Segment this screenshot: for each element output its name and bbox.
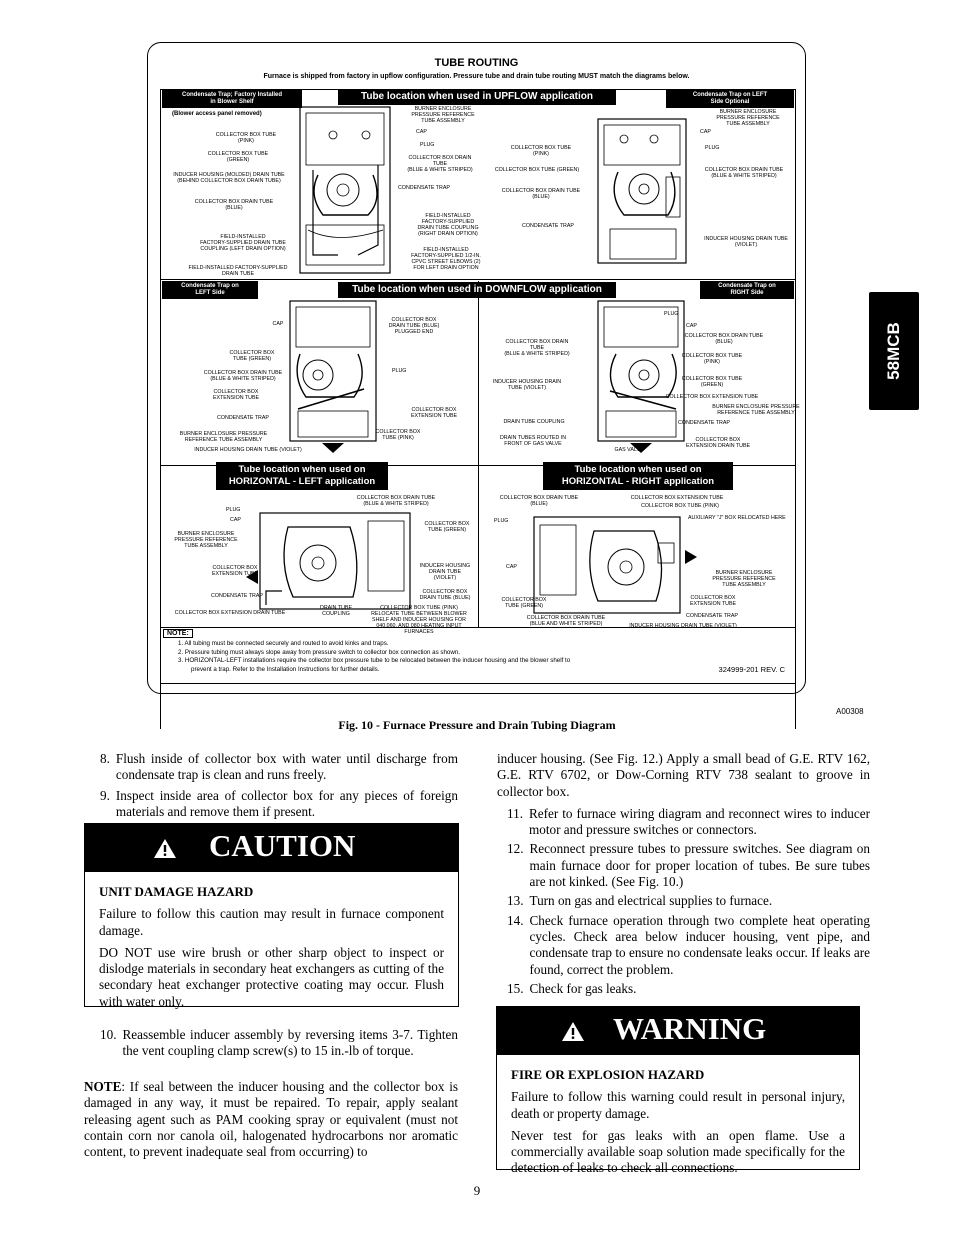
label: AUXILIARY "J" BOX RELOCATED HERE	[688, 515, 786, 521]
item-number: 12.	[507, 841, 524, 857]
label: CAP	[272, 321, 284, 327]
label: COLLECTOR BOX DRAIN TUBE (BLUE & WHITE STRIPED)	[407, 155, 473, 173]
label: INDUCER HOUSING DRAIN TUBE (VIOLET)	[704, 236, 788, 248]
label: COLLECTOR BOX TUBE (GREEN)	[494, 167, 580, 173]
item-number: 10.	[100, 1027, 117, 1042]
list-item	[497, 806, 870, 839]
item-text: Reassemble inducer assembly by reversing items 3-7. Tighten the vent coupling clamp screw(s) to 15 in.-lb of torque.	[122, 1027, 458, 1059]
warning-hazard: FIRE OR EXPLOSION HAZARD	[511, 1067, 705, 1082]
label: FIELD-INSTALLED FACTORY-SUPPLIED DRAIN TUBE	[188, 265, 288, 277]
label: COLLECTOR BOX TUBE (GREEN)	[229, 350, 275, 362]
label: FIELD-INSTALLED FACTORY-SUPPLIED DRAIN TUBE COUPLING (RIGHT DRAIN OPTION)	[417, 213, 479, 237]
list-item	[497, 981, 870, 997]
label: FIELD-INSTALLED FACTORY-SUPPLIED DRAIN TUBE COUPLING (LEFT DRAIN OPTION)	[200, 234, 286, 252]
label: COLLECTOR BOX DRAIN TUBE (BLUE)	[501, 188, 581, 200]
notes-list	[163, 640, 803, 674]
label: COLLECTOR BOX DRAIN TUBE (BLUE & WHITE STRIPED)	[356, 495, 436, 507]
caution-paragraph: DO NOT use wire brush or other sharp object to inspect or dislodge materials in secondary heat exchangers as cutting of the secondary heat exchanger protective coating may occur. Flush with water only.	[99, 944, 444, 1009]
label: COLLECTOR BOX TUBE (GREEN)	[681, 376, 743, 388]
warning-triangle-icon	[153, 838, 177, 859]
item-text: Reconnect pressure tubes to pressure switches. See diagram on main furnace door for proper location of tubes. Be sure tubes are not kinked. (See Fig. 10.)	[529, 841, 870, 890]
label: CAP	[700, 129, 711, 135]
page-number: 9	[473, 1183, 481, 1198]
label: GAS VALVE	[614, 447, 644, 453]
label: COLLECTOR BOX TUBE (PINK)	[641, 503, 719, 509]
model-label: 58MCB	[884, 322, 903, 380]
label: DRAIN TUBES ROUTED IN FRONT OF GAS VALVE	[499, 435, 567, 447]
label: COLLECTOR BOX EXTENSION TUBE	[211, 565, 259, 577]
caution-box	[84, 823, 459, 1007]
continuation-text: inducer housing. (See Fig. 12.) Apply a small bead of G.E. RTV 162, G.E. RTV 6702, or Dow-Corning RTV 738 sealant to groove in collector box.	[497, 751, 870, 799]
label: COLLECTOR BOX DRAIN TUBE (BLUE & WHITE STRIPED)	[203, 370, 283, 382]
label: CONDENSATE TRAP	[211, 593, 263, 599]
label: COLLECTOR BOX DRAIN TUBE (BLUE) PLUGGED END	[388, 317, 440, 335]
label: INDUCER HOUSING DRAIN TUBE (VIOLET)	[629, 623, 737, 629]
item-text: Check for gas leaks.	[529, 980, 637, 996]
item-number: 15.	[507, 980, 524, 996]
item-number: 11.	[507, 805, 523, 821]
label: CONDENSATE TRAP	[678, 420, 730, 426]
label: CAP	[416, 129, 427, 135]
horizontal-left-banner: Tube location when used on HORIZONTAL - LEFT application	[216, 462, 388, 490]
note-label: NOTE	[84, 1079, 122, 1094]
label: COLLECTOR BOX DRAIN TUBE (BLUE)	[684, 333, 764, 345]
upflow-right-tag: Condensate Trap on LEFT Side Optional	[666, 90, 794, 108]
label: BURNER ENCLOSURE PRESSURE REFERENCE TUBE ASSEMBLY	[712, 404, 800, 416]
caution-body	[85, 872, 458, 1010]
item-number: 13.	[507, 893, 524, 909]
note-item: prevent a trap. Refer to the Installation Instructions for further details.	[191, 665, 380, 673]
horizontal-right-arrow-icon	[683, 549, 699, 565]
label: CAP	[230, 517, 241, 523]
list-item	[100, 788, 458, 821]
warning-header	[497, 1007, 859, 1055]
label: BURNER ENCLOSURE PRESSURE REFERENCE TUBE ASSEMBLY	[716, 109, 780, 127]
label: PLUG	[664, 311, 679, 317]
figure-code: A00308	[836, 707, 864, 716]
note-text: : If seal between the inducer housing and the collector box is damaged in any way, it must be repaired. To repair, apply sealant releasing agent such as PAM cooking spray or equivalent (must not contain corn nor canola oil, halogenated hydrocarbons nor aromatic content, to prevent inadequate seal from occurring) to	[84, 1079, 458, 1160]
warning-paragraph: Failure to follow this warning could result in personal injury, death or property damage.	[511, 1089, 845, 1121]
label: COLLECTOR BOX EXTENSION TUBE	[410, 407, 458, 419]
caution-word: CAUTION	[209, 828, 356, 863]
label: COLLECTOR BOX TUBE (GREEN)	[207, 151, 269, 163]
label: COLLECTOR BOX TUBE (PINK)	[681, 353, 743, 365]
label: COLLECTOR BOX DRAIN TUBE (BLUE & WHITE STRIPED)	[504, 339, 570, 357]
label: BURNER ENCLOSURE PRESSURE REFERENCE TUBE ASSEMBLY	[712, 570, 776, 588]
item-text: Flush inside of collector box with water until discharge from condensate trap is clean and runs freely.	[115, 751, 458, 783]
label: PLUG	[420, 142, 435, 148]
downflow-banner: Tube location when used in DOWNFLOW application	[338, 282, 616, 298]
item-text: Refer to furnace wiring diagram and reconnect wires to inducer motor and pressure switches or connectors.	[529, 805, 870, 838]
downflow-left-furnace-drawing	[288, 299, 380, 455]
upflow-left-furnace-drawing	[298, 105, 398, 277]
label: CONDENSATE TRAP	[686, 613, 738, 619]
label: COLLECTOR BOX DRAIN TUBE (BLUE & WHITE STRIPED)	[704, 167, 784, 179]
tube-routing-figure	[147, 42, 806, 694]
list-item	[497, 841, 870, 890]
label: COLLECTOR BOX DRAIN TUBE (BLUE)	[194, 199, 274, 211]
label: COLLECTOR BOX EXTENSION TUBE	[212, 389, 260, 401]
list-item	[497, 913, 870, 978]
left-column-bottom	[100, 1027, 458, 1060]
grid-divider	[160, 279, 796, 280]
grid-divider	[160, 89, 161, 729]
label: COLLECTOR BOX EXTENSION DRAIN TUBE	[174, 610, 286, 616]
downflow-left-tag: Condensate Trap on LEFT Side	[162, 281, 258, 299]
list-item	[100, 1027, 458, 1060]
warning-triangle-icon	[561, 1021, 585, 1042]
horizontal-left-furnace-drawing	[258, 507, 428, 619]
list-item	[100, 751, 458, 784]
label: COLLECTOR BOX EXTENSION TUBE	[665, 394, 759, 400]
label: PLUG	[392, 368, 407, 374]
upflow-left-tag: Condensate Trap; Factory Installed in Blower Shelf	[162, 90, 302, 108]
label: PLUG	[494, 518, 509, 524]
warning-body	[497, 1055, 859, 1177]
note-item: 2. Pressure tubing must always slope away from pressure switch to collector box connection as shown.	[178, 648, 461, 656]
item-text: Check furnace operation through two complete heat operating cycles. Check area below inducer housing, vent pipe, and condensate trap to ensure no condensate leaks occur. If leaks are found, correct the problem.	[529, 912, 870, 977]
label: FIELD-INSTALLED FACTORY-SUPPLIED 1/2-IN. CPVC STREET ELBOWS (2) FOR LEFT DRAIN OPTION	[411, 247, 481, 271]
label: CONDENSATE TRAP	[398, 185, 450, 191]
upflow-right-furnace-drawing	[596, 117, 692, 267]
figure-subtitle: Furnace is shipped from factory in upflow configuration. Pressure tube and drain tube routing MUST match the diagrams below.	[263, 73, 690, 80]
label: COLLECTOR BOX TUBE (PINK) RELOCATE TUBE BETWEEN BLOWER SHELF AND INDUCER HOUSING FOR 040,060, AND 080 HEATING INPUT FURNACES	[371, 605, 467, 635]
horizontal-right-banner: Tube location when used on HORIZONTAL - RIGHT application	[543, 462, 733, 490]
figure-title: TUBE ROUTING	[434, 57, 519, 69]
caution-paragraph: Failure to follow this caution may result in furnace component damage.	[99, 906, 444, 938]
label: COLLECTOR BOX EXTENSION TUBE	[689, 595, 737, 607]
item-number: 8.	[100, 751, 110, 766]
label: COLLECTOR BOX TUBE (GREEN)	[501, 597, 547, 609]
downflow-right-tag: Condensate Trap on RIGHT Side	[700, 281, 794, 299]
label: COLLECTOR BOX TUBE (PINK)	[375, 429, 421, 441]
note-paragraph	[84, 1079, 458, 1160]
caution-header	[85, 824, 458, 872]
label: CONDENSATE TRAP	[217, 415, 269, 421]
figure-caption: Fig. 10 - Furnace Pressure and Drain Tubing Diagram	[338, 718, 616, 732]
revision-number: 324999-201 REV. C	[718, 665, 785, 674]
label: COLLECTOR BOX DRAIN TUBE (BLUE)	[419, 589, 471, 601]
label: CAP	[686, 323, 697, 329]
left-column-top	[100, 751, 458, 820]
note-item: 3. HORIZONTAL-LEFT installations require the collector box pressure tube to be relocated between the inducer housing and the blower shelf to	[178, 657, 571, 664]
label: DRAIN TUBE COUPLING	[320, 605, 352, 617]
label: DRAIN TUBE COUPLING	[503, 419, 565, 425]
label: COLLECTOR BOX DRAIN TUBE (BLUE AND WHITE STRIPED)	[526, 615, 606, 627]
item-text: Inspect inside area of collector box for any pieces of foreign materials and remove them if present.	[115, 787, 458, 819]
label: COLLECTOR BOX EXTENSION TUBE	[630, 495, 724, 501]
item-number: 9.	[100, 787, 110, 803]
label: COLLECTOR BOX TUBE (PINK)	[215, 132, 277, 144]
label: INDUCER HOUSING (MOLDED) DRAIN TUBE (BEHIND COLLECTOR BOX DRAIN TUBE)	[173, 172, 285, 184]
label: BURNER ENCLOSURE PRESSURE REFERENCE TUBE ASSEMBLY	[411, 106, 475, 124]
warning-paragraph: Never test for gas leaks with an open flame. Use a commercially available soap solution made specifically for the detection of leaks to check all connections.	[511, 1127, 845, 1176]
upflow-banner: Tube location when used in UPFLOW application	[338, 89, 616, 105]
item-text: Turn on gas and electrical supplies to furnace.	[529, 893, 773, 909]
right-column	[497, 751, 870, 997]
label: BURNER ENCLOSURE PRESSURE REFERENCE TUBE ASSEMBLY	[179, 431, 268, 443]
label: COLLECTOR BOX DRAIN TUBE (BLUE)	[499, 495, 579, 507]
warning-box	[496, 1006, 860, 1176]
warning-word: WARNING	[613, 1011, 767, 1046]
note-item: 1. All tubing must be connected securely and routed to avoid kinks and traps.	[178, 640, 389, 647]
label: PLUG	[226, 507, 241, 513]
list-item	[497, 893, 870, 909]
label: INDUCER HOUSING DRAIN TUBE (VIOLET)	[419, 563, 471, 581]
label: PLUG	[705, 145, 720, 151]
label: CAP	[506, 564, 517, 570]
grid-divider	[160, 683, 796, 684]
model-side-tab	[869, 292, 919, 410]
caution-hazard: UNIT DAMAGE HAZARD	[99, 884, 254, 899]
label: COLLECTOR BOX TUBE (PINK)	[510, 145, 572, 157]
blower-note: (Blower access panel removed)	[172, 111, 262, 117]
label: COLLECTOR BOX EXTENSION DRAIN TUBE	[685, 437, 751, 449]
label: INDUCER HOUSING DRAIN TUBE (VIOLET)	[492, 379, 562, 391]
label: CONDENSATE TRAP	[522, 223, 574, 229]
label: BURNER ENCLOSURE PRESSURE REFERENCE TUBE ASSEMBLY	[174, 531, 238, 549]
note-heading: NOTE:	[163, 629, 193, 638]
item-number: 14.	[507, 912, 524, 928]
label: INDUCER HOUSING DRAIN TUBE (VIOLET)	[194, 447, 302, 453]
label: COLLECTOR BOX TUBE (GREEN)	[424, 521, 470, 533]
